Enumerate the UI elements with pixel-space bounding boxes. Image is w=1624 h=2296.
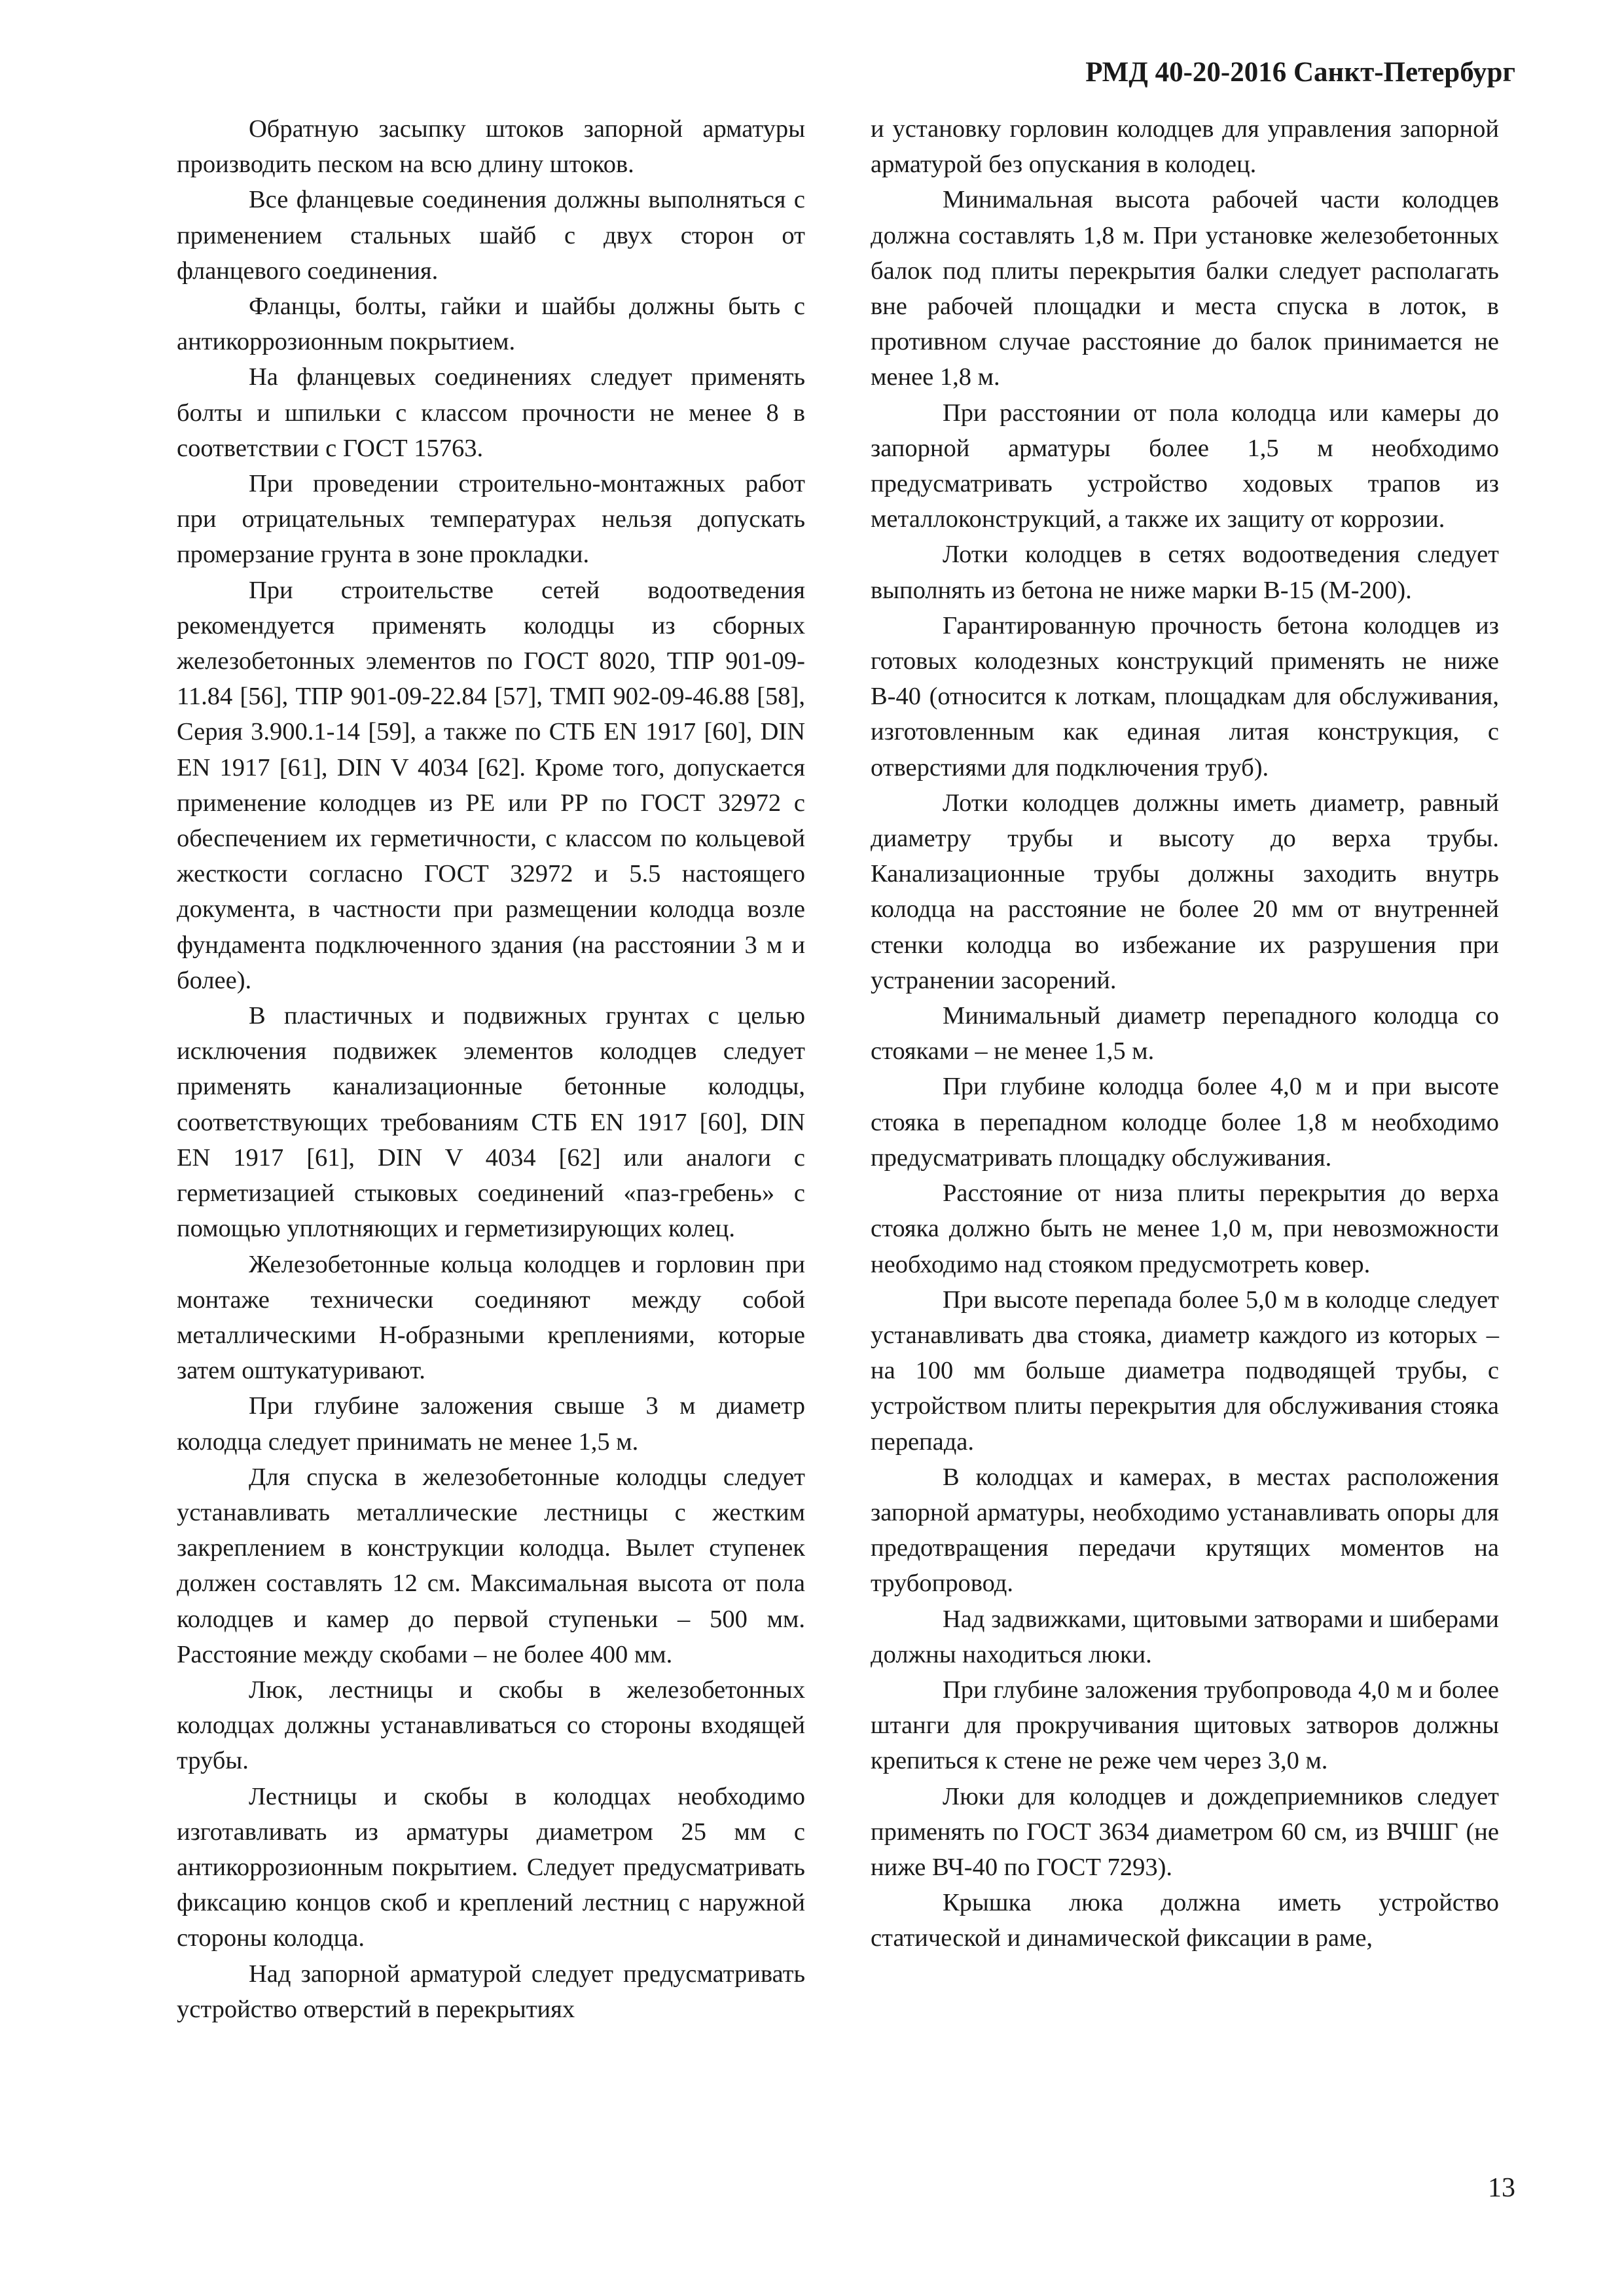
document-header: РМД 40-20-2016 Санкт-Петербург xyxy=(1085,57,1515,88)
paragraph: Минимальная высота рабочей части колодцев должна составлять 1,8 м. При установке железобетонных балок под плиты перекрытия балки следует располагать вне рабочей площадки и места спуска в лоток, в противном случае расстояние до балок принимается не менее 1,8 м. xyxy=(871,186,1499,391)
paragraph: Лотки колодцев в сетях водоотведения следует выполнять из бетона не ниже марки В-15 (М-200). xyxy=(871,541,1499,604)
paragraph: Фланцы, болты, гайки и шайбы должны быть с антикоррозионным покрытием. xyxy=(177,293,805,356)
paragraph: Люк, лестницы и скобы в железобетонных колодцах должны устанавливаться со стороны входящей трубы. xyxy=(177,1676,805,1775)
paragraph: Железобетонные кольца колодцев и горловин при монтаже технически соединяют между собой металлическими Н-образными креплениями, которые затем оштукатуривают. xyxy=(177,1250,805,1385)
paragraph: В колодцах и камерах, в местах расположения запорной арматуры, необходимо устанавливать опоры для предотвращения передачи крутящих моментов на трубопровод. xyxy=(871,1463,1499,1598)
page-number: 13 xyxy=(1488,2173,1515,2203)
paragraph: При высоте перепада более 5,0 м в колодце следует устанавливать два стояка, диаметр каждого из которых – на 100 мм больше диаметра подводящей трубы, с устройством плиты перекрытия для обслуживания стояка перепада. xyxy=(871,1285,1499,1456)
paragraph: При проведении строительно-монтажных работ при отрицательных температурах нельзя допускать промерзание грунта в зоне прокладки. xyxy=(177,470,805,569)
paragraph: Обратную засыпку штоков запорной арматуры производить песком на всю длину штоков. xyxy=(177,115,805,179)
paragraph: При глубине заложения свыше 3 м диаметр колодца следует принимать не менее 1,5 м. xyxy=(177,1392,805,1456)
paragraph: Крышка люка должна иметь устройство статической и динамической фиксации в раме, xyxy=(871,1889,1499,1952)
paragraph: Расстояние от низа плиты перекрытия до верха стояка должно быть не менее 1,0 м, при невозможности необходимо над стояком предусмотреть ковер. xyxy=(871,1179,1499,1278)
paragraph: Лотки колодцев должны иметь диаметр, равный диаметру трубы и высоту до верха трубы. Канализационные трубы должны заходить внутрь колодца на расстояние не более 20 мм от внутренней стенки колодца во избежание их разрушения при устранении засорений. xyxy=(871,789,1499,994)
paragraph: Минимальный диаметр перепадного колодца со стояками – не менее 1,5 м. xyxy=(871,1002,1499,1066)
paragraph: Все фланцевые соединения должны выполняться с применением стальных шайб с двух сторон от фланцевого соединения. xyxy=(177,186,805,285)
paragraph: На фланцевых соединениях следует применять болты и шпильки с классом прочности не менее 8 в соответствии с ГОСТ 15763. xyxy=(177,363,805,462)
paragraph: При расстоянии от пола колодца или камеры до запорной арматуры более 1,5 м необходимо предусматривать устройство ходовых трапов из металлоконструкций, а также их защиту от коррозии. xyxy=(871,399,1499,533)
paragraph: Для спуска в железобетонные колодцы следует устанавливать металлические лестницы с жестким закреплением в конструкции колодца. Вылет ступенек должен составлять 12 см. Максимальная высота от пола колодцев и камер до первой ступеньки – 500 мм. Расстояние между скобами – не более 400 мм. xyxy=(177,1463,805,1668)
paragraph: При глубине заложения трубопровода 4,0 м и более штанги для прокручивания щитовых затворов должны крепиться к стене не реже чем через 3,0 м. xyxy=(871,1676,1499,1775)
paragraph: При строительстве сетей водоотведения рекомендуется применять колодцы из сборных железобетонных элементов по ГОСТ 8020, ТПР 901-09-11.84 [56], ТПР 901-09-22.84 [57], ТМП 902-09-46.88 [58], Серия 3.900.1-14 [59], а также по СТБ EN 1917 [60], DIN EN 1917 [61], DIN V 4034 [62]. Кроме того, допускается применение колодцев из РЕ или РР по ГОСТ 32972 с обеспечением их герметичности, с классом по кольцевой жесткости согласно ГОСТ 32972 и 5.5 настоящего документа, в частности при размещении колодца возле фундамента подключенного здания (на расстоянии 3 м и более). xyxy=(177,576,805,994)
paragraph: Лестницы и скобы в колодцах необходимо изготавливать из арматуры диаметром 25 мм с антикоррозионным покрытием. Следует предусматривать фиксацию концов скоб и креплений лестниц с наружной стороны колодца. xyxy=(177,1782,805,1952)
paragraph: При глубине колодца более 4,0 м и при высоте стояка в перепадном колодце более 1,8 м необходимо предусматривать площадку обслуживания. xyxy=(871,1073,1499,1172)
paragraph-continuation: и установку горловин колодцев для управления запорной арматурой без опускания в колодец. xyxy=(871,115,1499,179)
paragraph: В пластичных и подвижных грунтах с целью исключения подвижек элементов колодцев следует применять канализационные бетонные колодцы, соответствующих требованиям СТБ EN 1917 [60], DIN EN 1917 [61], DIN V 4034 [62] или аналоги с герметизацией стыковых соединений «паз-гребень» с помощью уплотняющих и герметизирующих колец. xyxy=(177,1002,805,1243)
paragraph: Над задвижками, щитовыми затворами и шиберами должны находиться люки. xyxy=(871,1605,1499,1668)
left-column xyxy=(177,111,805,2027)
paragraph: Над запорной арматурой следует предусматривать устройство отверстий в перекрытиях xyxy=(177,1960,805,2023)
paragraph: Гарантированную прочность бетона колодцев из готовых колодезных конструкций применять не ниже В-40 (относится к лоткам, площадкам для обслуживания, изготовленным как единая литая конструкция, с отверстиями для подключения труб). xyxy=(871,611,1499,781)
paragraph: Люки для колодцев и дождеприемников следует применять по ГОСТ 3634 диаметром 60 см, из ВЧШГ (не ниже ВЧ-40 по ГОСТ 7293). xyxy=(871,1782,1499,1881)
right-column xyxy=(871,111,1499,1956)
